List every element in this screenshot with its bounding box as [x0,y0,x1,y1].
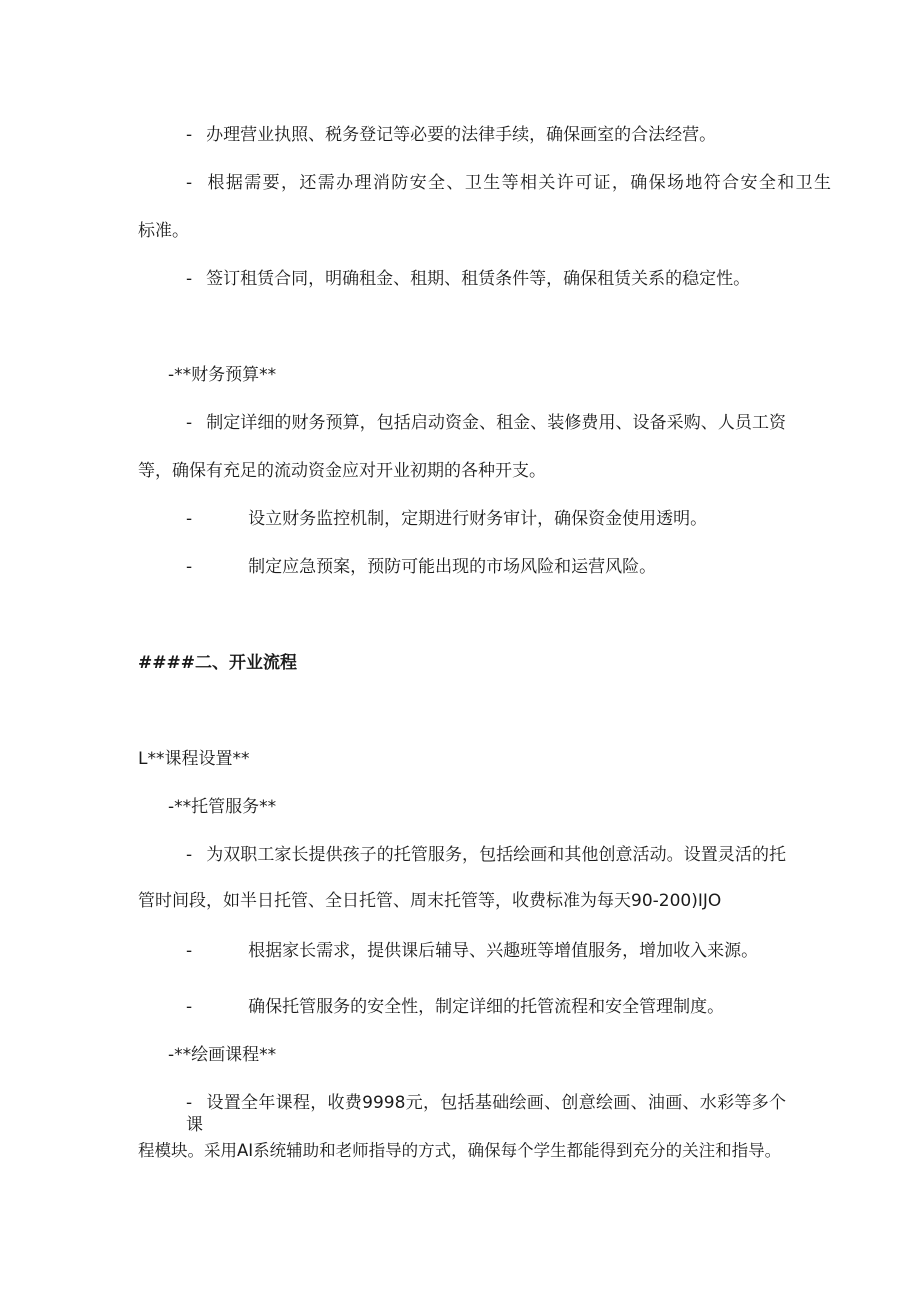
bullet-text: 办理营业执照、税务登记等必要的法律手续，确保画室的合法经营。 [206,125,717,145]
bullet-dash: - [186,173,193,193]
section-heading-finance: -**财务预算** [168,365,277,385]
bullet-text: 根据需要，还需办理消防安全、卫生等相关许可证，确保场地符合安全和卫生 [206,173,831,193]
bullet-permits [186,172,831,194]
bullet-lease [186,268,750,290]
bullet-finance-monitor [186,508,707,530]
section-heading-daycare: -**托管服务** [168,797,277,817]
paragraph-continuation: 程模块。采用AI系统辅助和老师指导的方式，确保每个学生都能得到充分的关注和指导。 [138,1141,782,1160]
bullet-annual-course [186,1092,786,1136]
bullet-legal-license [186,124,716,146]
bullet-text: 制定应急预案，预防可能出现的市场风险和运营风险。 [248,557,657,577]
bullet-dash: - [186,509,193,529]
bullet-text: 制定详细的财务预算，包括启动资金、租金、装修费用、设备采购、人员工资 [206,413,786,433]
bullet-text: 根据家长需求，提供课后辅导、兴趣班等增值服务，增加收入来源。 [248,941,759,961]
paragraph-continuation: 等，确保有充足的流动资金应对开业初期的各种开支。 [138,461,546,481]
bullet-text: 设置全年课程，收费9998元，包括基础绘画、创意绘画、油画、水彩等多个课 [186,1093,786,1135]
bullet-contingency [186,556,656,578]
bullet-text: 为双职工家长提供孩子的托管服务，包括绘画和其他创意活动。设置灵活的托 [206,845,786,865]
paragraph-continuation: 标准。 [138,221,189,241]
bullet-text: 设立财务监控机制，定期进行财务审计，确保资金使用透明。 [248,509,708,529]
bullet-budget [186,412,786,434]
bullet-dash: - [186,941,193,961]
section-heading-opening-process: ####二、开业流程 [138,653,297,673]
bullet-text: 签订租赁合同，明确租金、租期、租赁条件等，确保租赁关系的稳定性。 [206,269,751,289]
bullet-value-added [186,940,758,962]
bullet-safety [186,996,724,1018]
bullet-dash: - [186,125,193,145]
bullet-dash: - [186,1093,193,1113]
bullet-dash: - [186,557,193,577]
bullet-text: 确保托管服务的安全性，制定详细的托管流程和安全管理制度。 [248,997,725,1017]
paragraph-continuation: 管时间段，如半日托管、全日托管、周末托管等，收费标准为每天90-200)IJO [138,891,722,911]
section-heading-courses: L**课程设置** [138,749,250,769]
section-heading-painting-courses: -**绘画课程** [168,1045,277,1065]
bullet-dash: - [186,269,193,289]
bullet-dash: - [186,845,193,865]
bullet-dash: - [186,413,193,433]
bullet-dash: - [186,997,193,1017]
bullet-daycare-service [186,844,786,866]
